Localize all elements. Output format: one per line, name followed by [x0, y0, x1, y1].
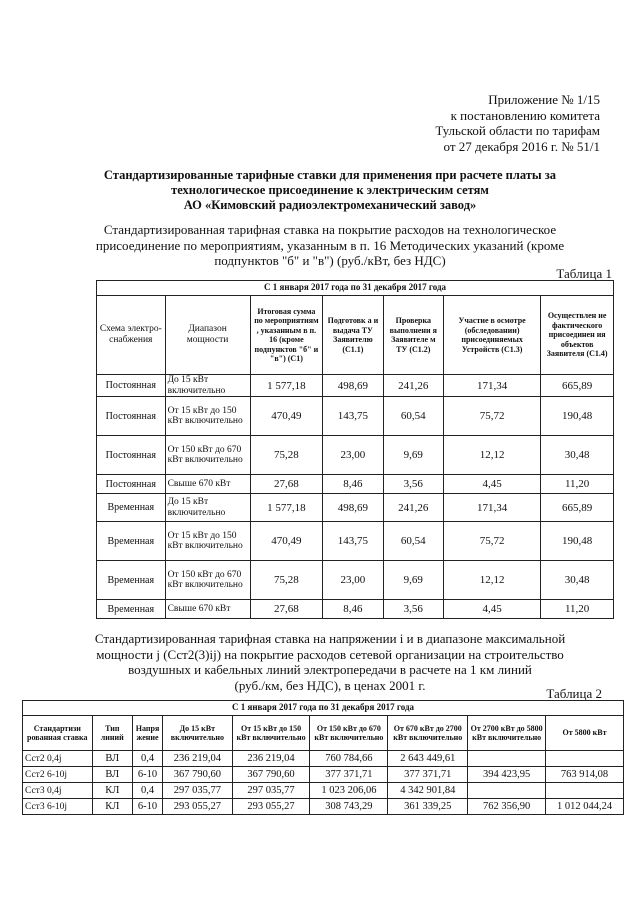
- table2-header-range-6: От 5800 кВт: [546, 716, 624, 751]
- scheme-cell: Временная: [97, 600, 166, 619]
- table-row: [97, 522, 614, 561]
- value-cell: 75,28: [250, 561, 323, 600]
- table-row: [23, 799, 624, 815]
- section1-description: [70, 222, 590, 269]
- voltage-cell: 0,4: [133, 751, 163, 767]
- table2-header-range-3: От 150 кВт до 670 кВт включительно: [310, 716, 388, 751]
- range-cell: Свыше 670 кВт: [165, 475, 250, 494]
- value-cell: 2 643 449,61: [388, 751, 468, 767]
- table1-label: Таблица 1: [556, 266, 612, 281]
- value-cell: 762 356,90: [468, 799, 546, 815]
- table-row: [97, 600, 614, 619]
- value-cell: 297 035,77: [163, 783, 233, 799]
- scheme-cell: Постоянная: [97, 475, 166, 494]
- tariff-table-1: [96, 280, 614, 619]
- scheme-cell: Постоянная: [97, 375, 166, 397]
- value-cell: 293 055,27: [232, 799, 310, 815]
- line-type-cell: КЛ: [92, 799, 132, 815]
- table2-header-range-4: От 670 кВт до 2700 кВт включительно: [388, 716, 468, 751]
- value-cell: 665,89: [541, 494, 614, 522]
- value-cell: 3,56: [383, 475, 443, 494]
- value-cell: 3,56: [383, 600, 443, 619]
- line-type-cell: ВЛ: [92, 767, 132, 783]
- section2-description: [70, 631, 590, 693]
- value-cell: 9,69: [383, 436, 443, 475]
- rate-cell: Сст3 6-10j: [23, 799, 93, 815]
- section2-line-4: (руб./км, без НДС), в ценах 2001 г.: [234, 677, 426, 693]
- value-cell: 11,20: [541, 600, 614, 619]
- line-type-cell: КЛ: [92, 783, 132, 799]
- table-row: [23, 767, 624, 783]
- value-cell: 27,68: [250, 475, 323, 494]
- value-cell: 665,89: [541, 375, 614, 397]
- table2-header-range-5: От 2700 кВт до 5800 кВт включительно: [468, 716, 546, 751]
- value-cell: 11,20: [541, 475, 614, 494]
- section1-line-3: подпунктов "б" и "в") (руб./кВт, без НДС): [214, 253, 446, 268]
- range-cell: До 15 кВт включительно: [165, 494, 250, 522]
- scheme-cell: Временная: [97, 561, 166, 600]
- value-cell: 236 219,04: [163, 751, 233, 767]
- value-cell: 23,00: [323, 561, 383, 600]
- range-cell: От 15 кВт до 150 кВт включительно: [165, 522, 250, 561]
- value-cell: 293 055,27: [163, 799, 233, 815]
- value-cell: 1 023 206,06: [310, 783, 388, 799]
- table-row: [97, 375, 614, 397]
- scheme-cell: Постоянная: [97, 397, 166, 436]
- rate-cell: Сст2 6-10j: [23, 767, 93, 783]
- value-cell: 30,48: [541, 436, 614, 475]
- value-cell: 367 790,60: [232, 767, 310, 783]
- value-cell: 75,72: [444, 397, 541, 436]
- table-row: [97, 436, 614, 475]
- value-cell: 498,69: [323, 375, 383, 397]
- table-row: [97, 397, 614, 436]
- table2-period: С 1 января 2017 года по 31 декабря 2017 года: [23, 701, 624, 716]
- value-cell: 171,34: [444, 494, 541, 522]
- value-cell: 470,49: [250, 397, 323, 436]
- table-row: [97, 475, 614, 494]
- value-cell: 241,26: [383, 375, 443, 397]
- value-cell: [546, 783, 624, 799]
- value-cell: [468, 751, 546, 767]
- range-cell: До 15 кВт включительно: [165, 375, 250, 397]
- table1-period: С 1 января 2017 года по 31 декабря 2017 года: [97, 281, 614, 296]
- table-row: [23, 751, 624, 767]
- value-cell: 377 371,71: [388, 767, 468, 783]
- value-cell: 498,69: [323, 494, 383, 522]
- table2-header-voltage: Напря жение: [133, 716, 163, 751]
- table-row: [97, 494, 614, 522]
- table-row: [97, 561, 614, 600]
- value-cell: 1 577,18: [250, 494, 323, 522]
- appendix-block: [435, 92, 600, 154]
- value-cell: 4 342 901,84: [388, 783, 468, 799]
- title-line-3: АО «Кимовский радиоэлектромеханический завод»: [183, 198, 477, 212]
- value-cell: 171,34: [444, 375, 541, 397]
- section1-line-2: присоединение по мероприятиям, указанным в п. 16 Методических указаний (кроме: [95, 237, 565, 253]
- value-cell: 12,12: [444, 561, 541, 600]
- table1-header-c1-1: Подготовк а и выдача ТУ Заявителю (С1.1): [323, 296, 383, 375]
- value-cell: 27,68: [250, 600, 323, 619]
- value-cell: 361 339,25: [388, 799, 468, 815]
- value-cell: 143,75: [323, 522, 383, 561]
- section2-line-1: Стандартизированная тарифная ставка на напряжении i и в диапазоне максимальной: [94, 631, 566, 646]
- section2-line-2: мощности j (Сст2(3)ij) на покрытие расходов сетевой организации на строительство: [96, 646, 564, 662]
- line-type-cell: ВЛ: [92, 751, 132, 767]
- rate-cell: Сст3 0,4j: [23, 783, 93, 799]
- scheme-cell: Временная: [97, 494, 166, 522]
- value-cell: 760 784,66: [310, 751, 388, 767]
- appendix-line-1: Приложение № 1/15: [488, 92, 600, 107]
- scheme-cell: Постоянная: [97, 436, 166, 475]
- voltage-cell: 6-10: [133, 767, 163, 783]
- table2-header-range-1: До 15 кВт включительно: [163, 716, 233, 751]
- scheme-cell: Временная: [97, 522, 166, 561]
- value-cell: [468, 783, 546, 799]
- value-cell: 190,48: [541, 522, 614, 561]
- value-cell: 1 577,18: [250, 375, 323, 397]
- value-cell: 75,28: [250, 436, 323, 475]
- table1-header-range: Диапазон мощности: [165, 296, 250, 375]
- table2-header-range-2: От 15 кВт до 150 кВт включительно: [232, 716, 310, 751]
- range-cell: От 150 кВт до 670 кВт включительно: [165, 436, 250, 475]
- value-cell: 394 423,95: [468, 767, 546, 783]
- value-cell: 143,75: [323, 397, 383, 436]
- table-row: [23, 783, 624, 799]
- value-cell: 4,45: [444, 475, 541, 494]
- tariff-table-2: [22, 700, 624, 815]
- value-cell: 297 035,77: [232, 783, 310, 799]
- document-title: [60, 168, 600, 213]
- value-cell: 367 790,60: [163, 767, 233, 783]
- appendix-line-3: Тульской области по тарифам: [435, 123, 600, 138]
- table1-header-scheme: Схема электро-снабжения: [97, 296, 166, 375]
- title-line-2: технологическое присоединение к электрическим сетям: [171, 183, 489, 197]
- rate-cell: Сст2 0,4j: [23, 751, 93, 767]
- value-cell: 377 371,71: [310, 767, 388, 783]
- voltage-cell: 6-10: [133, 799, 163, 815]
- table1-header-c1-3: Участие в осмотре (обследовании) присоединяемых Устройств (С1.3): [444, 296, 541, 375]
- table1-header-c1: Итоговая сумма по мероприятиям , указанным в п. 16 (кроме подпунктов "б" и "в") (С1): [250, 296, 323, 375]
- value-cell: 308 743,29: [310, 799, 388, 815]
- appendix-line-2: к постановлению комитета: [450, 107, 600, 123]
- table2-header-line-type: Тип линий: [92, 716, 132, 751]
- section1-line-1: Стандартизированная тарифная ставка на покрытие расходов на технологическое: [103, 222, 557, 237]
- value-cell: 4,45: [444, 600, 541, 619]
- value-cell: 241,26: [383, 494, 443, 522]
- value-cell: 8,46: [323, 600, 383, 619]
- value-cell: 8,46: [323, 475, 383, 494]
- range-cell: От 150 кВт до 670 кВт включительно: [165, 561, 250, 600]
- value-cell: 75,72: [444, 522, 541, 561]
- appendix-line-4: от 27 декабря 2016 г. № 51/1: [443, 138, 600, 154]
- value-cell: 60,54: [383, 522, 443, 561]
- section2-line-3: воздушных и кабельных линий электропередачи в расчете на 1 км линий: [128, 662, 532, 677]
- table2-header-rate: Стандартизи рованная ставка: [23, 716, 93, 751]
- table1-header-c1-2: Проверка выполнени я Заявителе м ТУ (С1.2): [383, 296, 443, 375]
- value-cell: 470,49: [250, 522, 323, 561]
- range-cell: От 15 кВт до 150 кВт включительно: [165, 397, 250, 436]
- table1-header-c1-4: Осуществлен ие фактического присоединен ия объектов Заявителя (С1.4): [541, 296, 614, 375]
- value-cell: 12,12: [444, 436, 541, 475]
- value-cell: 23,00: [323, 436, 383, 475]
- range-cell: Свыше 670 кВт: [165, 600, 250, 619]
- voltage-cell: 0,4: [133, 783, 163, 799]
- value-cell: 763 914,08: [546, 767, 624, 783]
- value-cell: 1 012 044,24: [546, 799, 624, 815]
- value-cell: [546, 751, 624, 767]
- value-cell: 9,69: [383, 561, 443, 600]
- value-cell: 60,54: [383, 397, 443, 436]
- title-line-1: Стандартизированные тарифные ставки для применения при расчете платы за: [103, 168, 557, 182]
- value-cell: 190,48: [541, 397, 614, 436]
- value-cell: 236 219,04: [232, 751, 310, 767]
- value-cell: 30,48: [541, 561, 614, 600]
- table2-label: Таблица 2: [546, 686, 602, 701]
